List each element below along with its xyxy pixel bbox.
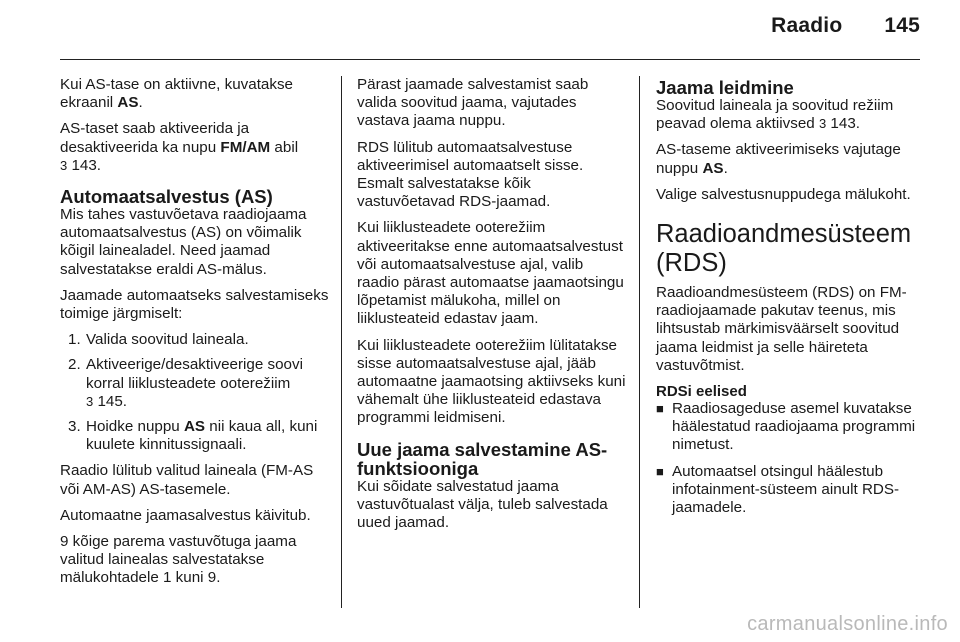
bullet-icon: ■ — [656, 463, 664, 479]
page-ref[interactable]: 143. — [830, 115, 860, 133]
heading-rds: Raadioandmesüsteem (RDS) — [656, 220, 912, 278]
list-item: 2. Aktiveerige/desaktiveerige soovi korral liiklusteadete ooterežiim 3 145. — [68, 356, 303, 410]
paragraph: Kui AS-tase on aktiivne, kuvatakse ekraanil AS. — [60, 76, 294, 112]
page-header — [771, 14, 920, 38]
steps-list — [60, 331, 332, 454]
paragraph: Automaatne jaamasalvestus käivitub. — [60, 506, 311, 524]
column-divider-1 — [341, 76, 342, 608]
paragraph: Valige salvestusnuppudega mälukoht. — [656, 185, 911, 203]
page-ref[interactable]: 145. — [97, 392, 128, 410]
column-2 — [357, 76, 629, 540]
list-item: 1. Valida soovitud laineala. — [68, 331, 249, 349]
paragraph: Kui sõidate salvestatud jaama vastuvõtualast välja, tuleb salvestada uued jaamad. — [357, 477, 608, 532]
list-item: ■ Automaatsel otsingul häälestub infotainment-süsteem ainult RDS-jaamadele. — [656, 462, 900, 517]
paragraph: AS-taseme aktiveerimiseks vajutage nuppu AS. — [656, 141, 901, 177]
paragraph: Raadioandmesüsteem (RDS) on FM-raadiojaamade pakutav teenus, mis lihtsustab märkimisväärselt soovitud jaama leidmist ja selle häireteta vastuvõtmist. — [656, 284, 907, 374]
paragraph: Kui liiklusteadete ooterežiim aktiveeritakse enne automaatsalvestust või automaatsalvestuse ajal, valib raadio pärast automaatse jaamaotsingu lõpetamist mälukoha, millel on liiklusteateid edastav jaam. — [357, 219, 624, 328]
section-title: Raadio — [771, 14, 843, 37]
paragraph: RDS lülitub automaatsalvestuse aktiveerimisel automaatselt sisse. Esmalt salvestatakse kõik vastuvõetavad RDS-jaamad. — [357, 138, 584, 211]
paragraph: Soovitud laineala ja soovitud režiim peavad olema aktiivsed 3 143. — [656, 97, 894, 133]
column-divider-2 — [639, 76, 640, 608]
page-number: 145 — [884, 14, 920, 37]
paragraph: Kui liiklusteadete ooterežiim lülitatakse sisse automaatsalvestuse ajal, jääb automaatne jaamaotsing aktiivseks kuni vähemalt ühe liiklusteateid edastava programmi leidmiseni. — [357, 336, 626, 427]
heading-automaatsalvestus: Automaatsalvestus (AS) — [60, 186, 273, 208]
page-ref-icon: 3 — [60, 157, 68, 173]
paragraph: Jaamade automaatseks salvestamiseks toimige järgmiselt: — [60, 286, 329, 323]
page-ref-icon: 3 — [86, 393, 94, 409]
list-item: 3. Hoidke nuppu AS nii kaua all, kuni kuulete kinnitussignaali. — [68, 418, 318, 454]
paragraph: Raadio lülitub valitud laineala (FM-AS või AM-AS) AS-tasemele. — [60, 462, 314, 498]
bullet-list — [656, 400, 928, 517]
paragraph: Pärast jaamade salvestamist saab valida soovitud jaama, vajutades vastava jaama nuppu. — [357, 76, 589, 130]
page-ref[interactable]: 143. — [71, 156, 102, 174]
heading-find-station: Jaama leidmine — [656, 77, 794, 98]
paragraph: Mis tahes vastuvõetava raadiojaama automaatsalvestus (AS) on võimalik kõigil lainealadel. Need jaamad salvestatakse eraldi AS-mälus. — [60, 206, 307, 278]
page-ref-icon: 3 — [818, 116, 827, 132]
header-rule — [60, 59, 920, 60]
bullet-icon: ■ — [656, 401, 664, 417]
heading-new-station: Uue jaama salvestamine AS-funktsiooniga — [357, 438, 608, 479]
paragraph: 9 kõige parema vastuvõtuga jaama valitud lainealas salvestatakse mälukohtadele 1 kuni 9. — [60, 533, 297, 587]
list-item: ■ Raadiosageduse asemel kuvatakse häälestatud raadiojaama programmi nimetust. — [656, 400, 916, 454]
watermark: carmanualsonline.info — [747, 613, 948, 635]
column-3 — [656, 76, 928, 525]
paragraph: AS-taset saab aktiveerida ja desaktiveerida ka nupu FM/AM abil 3 143. — [60, 120, 299, 174]
column-1 — [60, 76, 332, 596]
subheading-rds-advantages: RDSi eelised — [656, 383, 747, 401]
